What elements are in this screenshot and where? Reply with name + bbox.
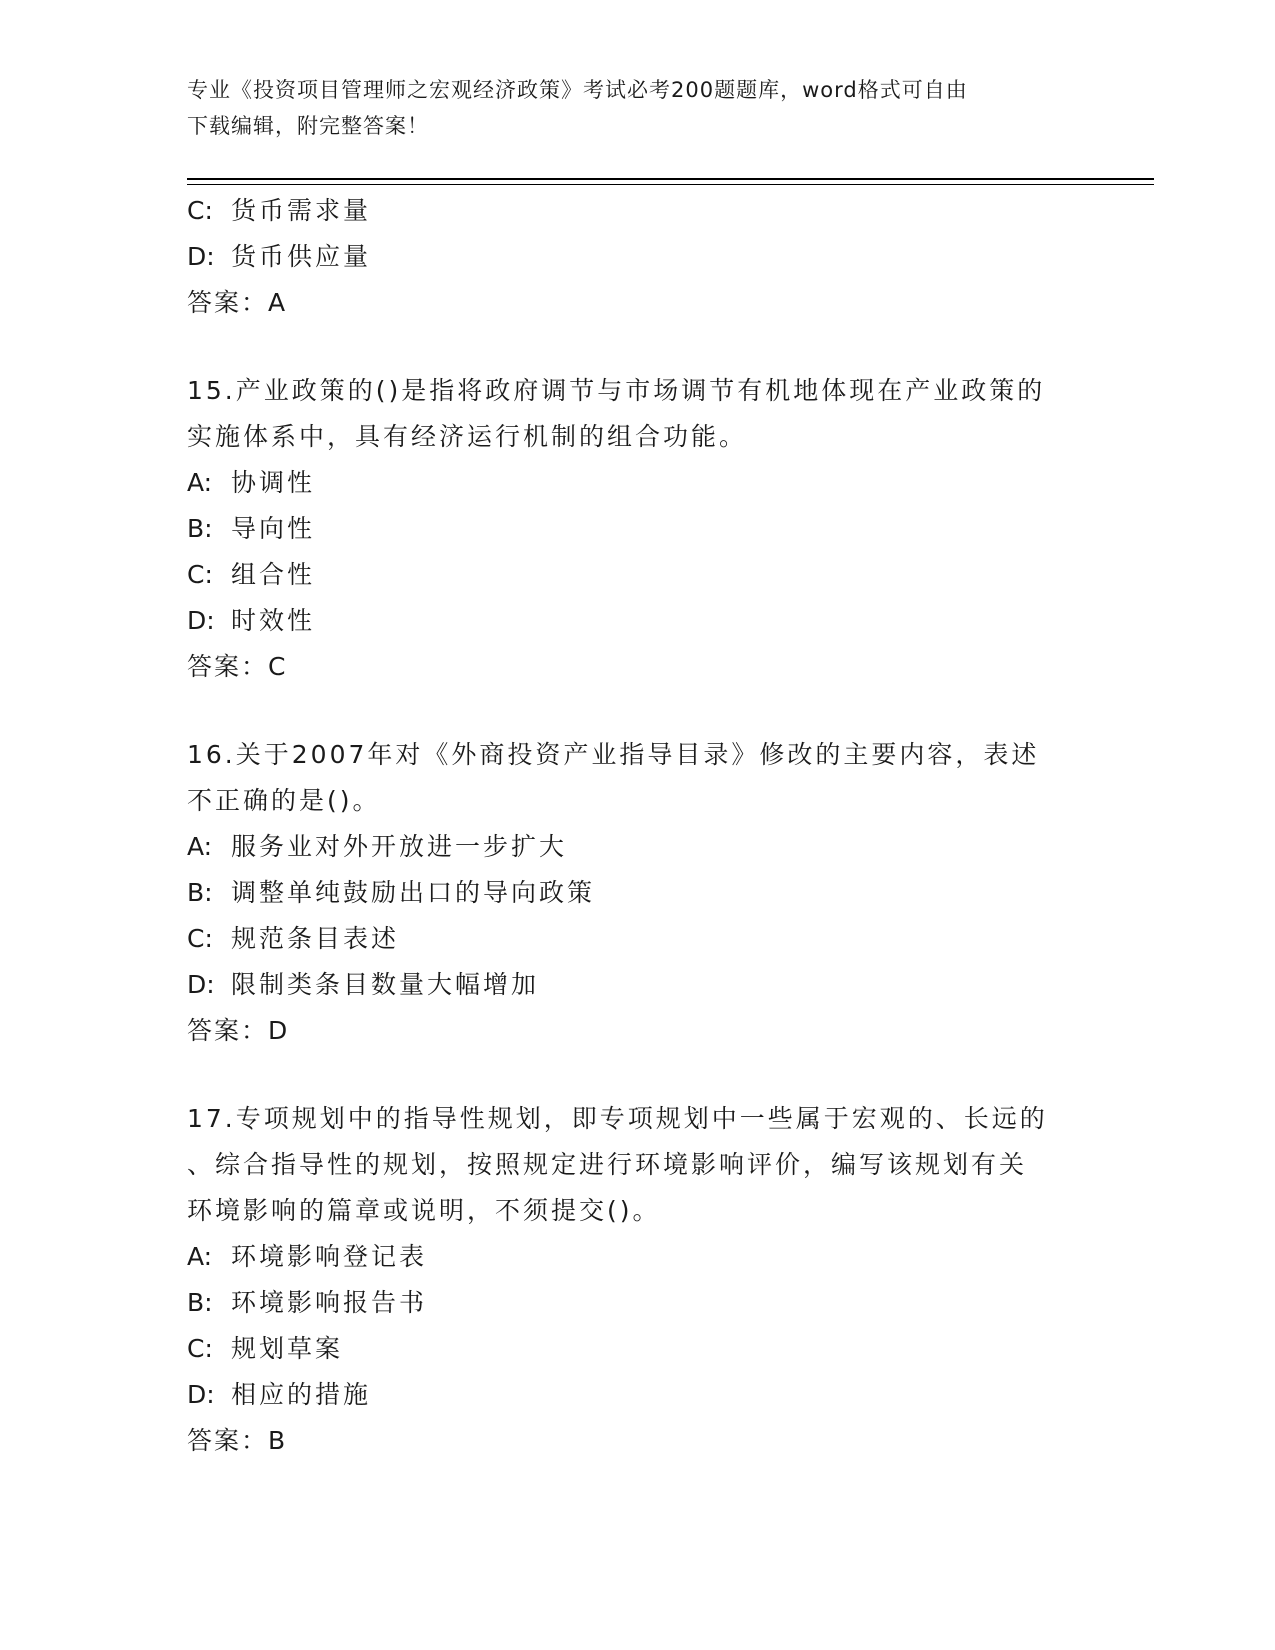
question-stem-line: 17.专项规划中的指导性规划，即专项规划中一些属于宏观的、长远的 [187,1104,1048,1133]
option-a [187,1234,1087,1280]
answer-line: 答案：A [187,288,288,317]
option-d [187,1372,1087,1418]
spacer [187,326,1087,368]
option-key: D: [187,1380,215,1409]
question-stem-line: 、综合指导性的规划，按照规定进行环境影响评价，编写该规划有关 [187,1150,1028,1179]
option-key: C: [187,560,213,589]
answer-line: 答案：D [187,1016,290,1045]
option-text: 服务业对外开放进一步扩大 [231,832,568,861]
header-line-2: 下载编辑，附完整答案！ [187,114,429,138]
option-key: C: [187,1334,213,1363]
carryover-question [187,188,1087,326]
option-key: A: [187,832,213,861]
option-text: 组合性 [231,560,316,589]
header-rule-thick [187,178,1154,180]
question-16 [187,732,1087,1054]
option-c [187,1326,1087,1372]
option-text: 货币供应量 [231,242,372,271]
option-text: 环境影响登记表 [231,1242,428,1271]
question-stem-line: 16.关于2007年对《外商投资产业指导目录》修改的主要内容，表述 [187,740,1040,769]
question-stem-line: 不正确的是()。 [187,786,381,815]
spacer [187,1054,1087,1096]
option-c [187,552,1087,598]
option-text: 相应的措施 [231,1380,372,1409]
option-text: 环境影响报告书 [231,1288,428,1317]
option-d [187,234,1087,280]
option-a [187,824,1087,870]
option-text: 限制类条目数量大幅增加 [231,970,540,999]
option-c [187,916,1087,962]
option-key: B: [187,514,213,543]
option-key: D: [187,242,215,271]
option-key: A: [187,1242,213,1271]
question-stem-line: 环境影响的篇章或说明，不须提交()。 [187,1196,661,1225]
option-key: D: [187,606,215,635]
option-text: 规划草案 [231,1334,344,1363]
question-15 [187,368,1087,690]
option-key: C: [187,924,213,953]
option-text: 规范条目表述 [231,924,400,953]
option-a [187,460,1087,506]
option-d [187,962,1087,1008]
option-text: 协调性 [231,468,316,497]
option-d [187,598,1087,644]
header-rule-thin [187,184,1154,185]
question-stem-line: 实施体系中，具有经济运行机制的组合功能。 [187,422,748,451]
option-text: 时效性 [231,606,316,635]
header-line-1: 专业《投资项目管理师之宏观经济政策》考试必考200题题库，word格式可自由 [187,78,968,102]
question-stem-line: 15.产业政策的()是指将政府调节与市场调节有机地体现在产业政策的 [187,376,1046,405]
option-b [187,506,1087,552]
answer-line: 答案：B [187,1426,288,1455]
option-key: C: [187,196,213,225]
option-key: A: [187,468,213,497]
question-17 [187,1096,1087,1464]
option-b [187,870,1087,916]
option-key: D: [187,970,215,999]
option-c [187,188,1087,234]
option-text: 导向性 [231,514,316,543]
option-text: 货币需求量 [231,196,372,225]
document-header [187,72,1067,144]
spacer [187,690,1087,732]
option-b [187,1280,1087,1326]
option-key: B: [187,1288,213,1317]
document-body [187,188,1087,1464]
option-text: 调整单纯鼓励出口的导向政策 [231,878,596,907]
answer-line: 答案：C [187,652,288,681]
option-key: B: [187,878,213,907]
